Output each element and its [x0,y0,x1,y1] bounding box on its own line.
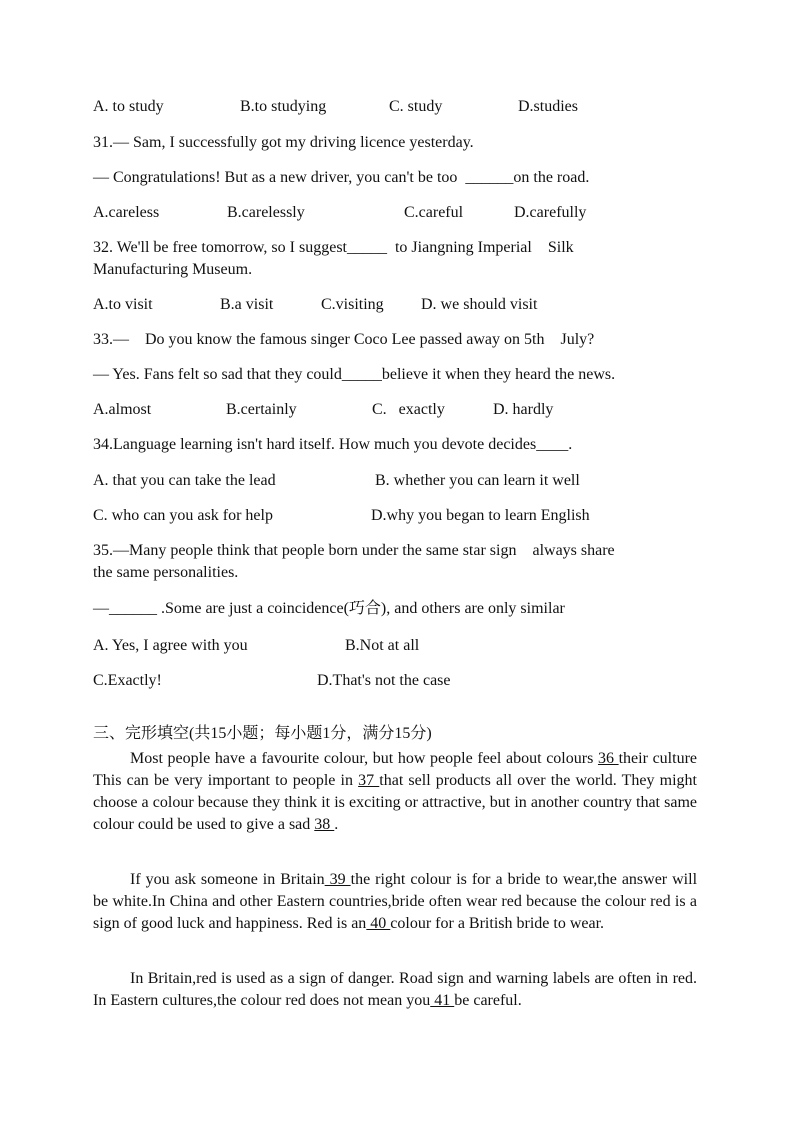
q33-option-c: C. exactly [372,401,445,418]
q35-stem-line2: the same personalities. [93,564,239,581]
q33-option-b: B.certainly [226,401,297,418]
q32-option-d: D. we should visit [421,296,538,313]
q31-option-a: A.careless [93,204,160,221]
p3-text-a: In Britain,red is used as a sign of danger. Road sign and warning labels are often in red. In Eastern cultures,the colour red does not mean you [93,970,697,1009]
q33-reply: — Yes. Fans felt so sad that they could_____believe it when they heard the news. [93,366,616,383]
q31-option-c: C.careful [404,204,464,221]
p1-text-d: . [334,816,339,833]
q32-stem-line1: 32. We'll be free tomorrow, so I suggest_____ to Jiangning Imperial Silk [93,239,574,256]
q31-stem: 31.— Sam, I successfully got my driving licence yesterday. [93,134,474,151]
q34-option-b: B. whether you can learn it well [375,472,580,489]
cloze-paragraph-1 [93,748,697,836]
blank-37[interactable]: 37 [358,772,380,789]
cloze-paragraph-2 [93,869,697,935]
q31-reply: — Congratulations! But as a new driver, you can't be too ______on the road. [93,169,590,186]
q32-stem-line2: Manufacturing Museum. [93,261,253,278]
q30-option-c: C. study [389,98,443,115]
blank-36[interactable]: 36 [597,750,619,767]
blank-39[interactable]: 39 [324,871,351,888]
q35-option-b: B.Not at all [345,637,420,654]
q33-stem: 33.— Do you know the famous singer Coco Lee passed away on 5th July? [93,331,595,348]
q34-option-c: C. who can you ask for help [93,507,273,524]
q30-option-b: B.to studying [240,98,327,115]
q30-option-d: D.studies [518,98,578,115]
p2-text-b: the right colour is for a bride to wear,the answer will be white.In China and other Eastern countries,bride often wear red because the colour red is a sign of good luck and happiness. Red is an [93,871,698,932]
q35-option-a: A. Yes, I agree with you [93,637,248,654]
cloze-paragraph-3 [93,968,697,1012]
q34-stem: 34.Language learning isn't hard itself. How much you devote decides____. [93,436,573,453]
q35-option-c: C.Exactly! [93,672,162,689]
p2-text-a: If you ask someone in Britain [130,871,325,888]
section3-heading: 三、完形填空(共15小题；每小题1分，满分15分) [93,725,432,742]
q32-option-b: B.a visit [220,296,274,313]
p1-text-a: Most people have a favourite colour, but how people feel about colours [130,750,598,767]
q31-option-d: D.carefully [514,204,587,221]
q35-stem-line1: 35.—Many people think that people born under the same star sign always share [93,542,615,559]
blank-38[interactable]: 38 [314,816,335,833]
q33-option-d: D. hardly [493,401,554,418]
q34-option-d: D.why you began to learn English [371,507,590,524]
p1-text-c: that sell products all over the world. They might choose a colour because they think it is exciting or attractive, but in another country that same colour could be used to give a sad [93,772,698,833]
q30-option-a: A. to study [93,98,164,115]
blank-40[interactable]: 40 [366,915,391,932]
p1-text-b: their culture This can be very important to people in [93,750,698,789]
q34-option-a: A. that you can take the lead [93,472,276,489]
q35-reply: —______ .Some are just a coincidence(巧合), and others are only similar [93,600,565,617]
p3-text-b: be careful. [454,992,522,1009]
q32-option-c: C.visiting [321,296,384,313]
q33-option-a: A.almost [93,401,152,418]
q31-option-b: B.carelessly [227,204,305,221]
p2-text-c: colour for a British bride to wear. [390,915,605,932]
blank-41[interactable]: 41 [430,992,455,1009]
q35-option-d: D.That's not the case [317,672,451,689]
q32-option-a: A.to visit [93,296,153,313]
